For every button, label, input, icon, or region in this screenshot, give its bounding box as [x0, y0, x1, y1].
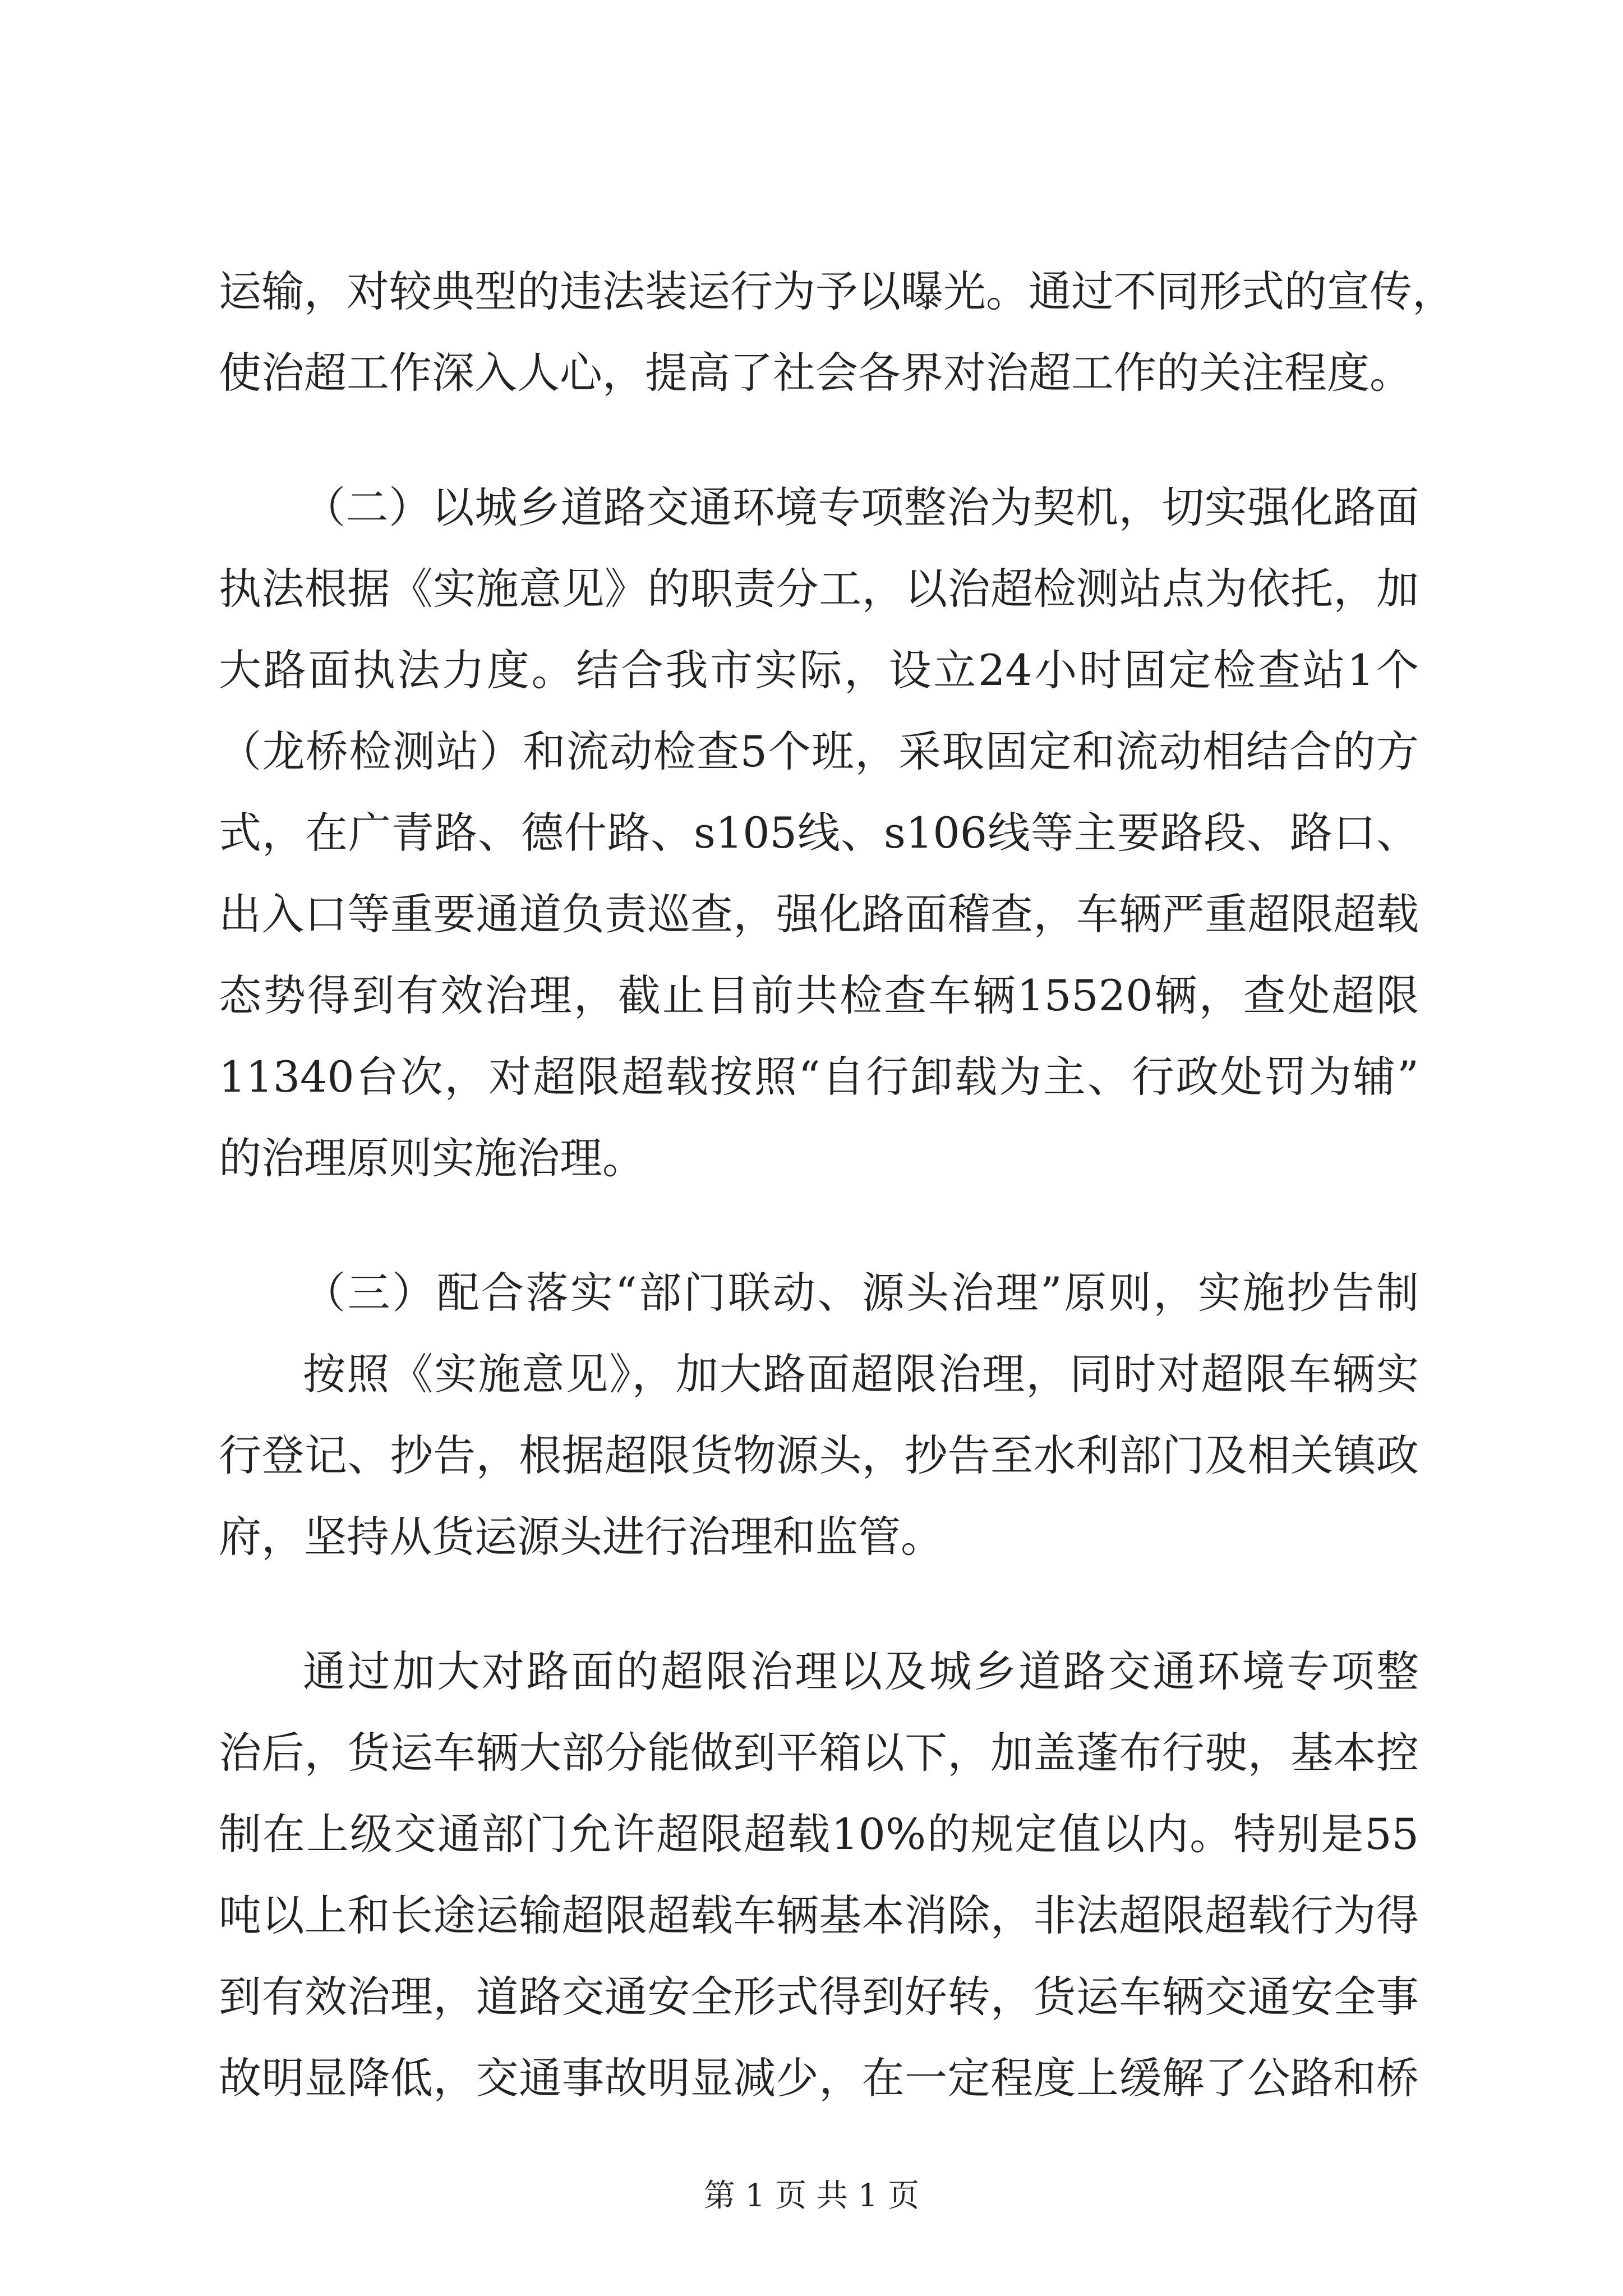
body-line: 故明显降低，交通事故明显减少，在一定程度上缓解了公路和桥	[219, 2053, 1419, 2103]
body-line: 府，坚持从货运源头进行治理和监管。	[219, 1512, 943, 1562]
body-line: 式，在广青路、德什路、s105线、s106线等主要路段、路口、	[219, 808, 1419, 858]
body-line: 制在上级交通部门允许超限超载10%的规定值以内。特别是55	[219, 1809, 1419, 1859]
body-line: 治后，货运车辆大部分能做到平箱以下，加盖蓬布行驶，基本控	[219, 1728, 1419, 1778]
body-line: 通过加大对路面的超限治理以及城乡道路交通环境专项整	[303, 1646, 1419, 1696]
body-line: 的治理原则实施治理。	[219, 1133, 645, 1183]
body-line: （龙桥检测站）和流动检查5个班，采取固定和流动相结合的方	[219, 726, 1419, 776]
section-heading: （二）以城乡道路交通环境专项整治为契机，切实强化路面	[303, 482, 1419, 532]
body-line: 使治超工作深入人心，提高了社会各界对治超工作的关注程度。	[219, 348, 1412, 398]
body-line: 吨以上和长途运输超限超载车辆基本消除，非法超限超载行为得	[219, 1890, 1419, 1940]
body-line: 到有效治理，道路交通安全形式得到好转，货运车辆交通安全事	[219, 1972, 1419, 2022]
body-line: 大路面执法力度。结合我市实际，设立24小时固定检查站1个	[219, 645, 1419, 695]
body-line: 行登记、抄告，根据超限货物源头，抄告至水利部门及相关镇政	[219, 1430, 1419, 1480]
body-line: 出入口等重要通道负责巡查，强化路面稽查，车辆严重超限超载	[219, 889, 1419, 939]
body-line: 态势得到有效治理，截止目前共检查车辆15520辆，查处超限	[219, 970, 1419, 1020]
body-line: 11340台次，对超限超载按照“自行卸载为主、行政处罚为辅”	[219, 1052, 1419, 1102]
body-line: 按照《实施意见》，加大路面超限治理，同时对超限车辆实	[303, 1349, 1419, 1399]
page-number-footer: 第 1 页 共 1 页	[703, 2178, 920, 2214]
body-line: 运输，对较典型的违法装运行为予以曝光。通过不同形式的宣传，	[219, 266, 1455, 316]
body-line: 执法根据《实施意见》的职责分工，以治超检测站点为依托，加	[219, 564, 1419, 614]
section-heading: （三）配合落实“部门联动、源头治理”原则，实施抄告制	[303, 1268, 1419, 1318]
